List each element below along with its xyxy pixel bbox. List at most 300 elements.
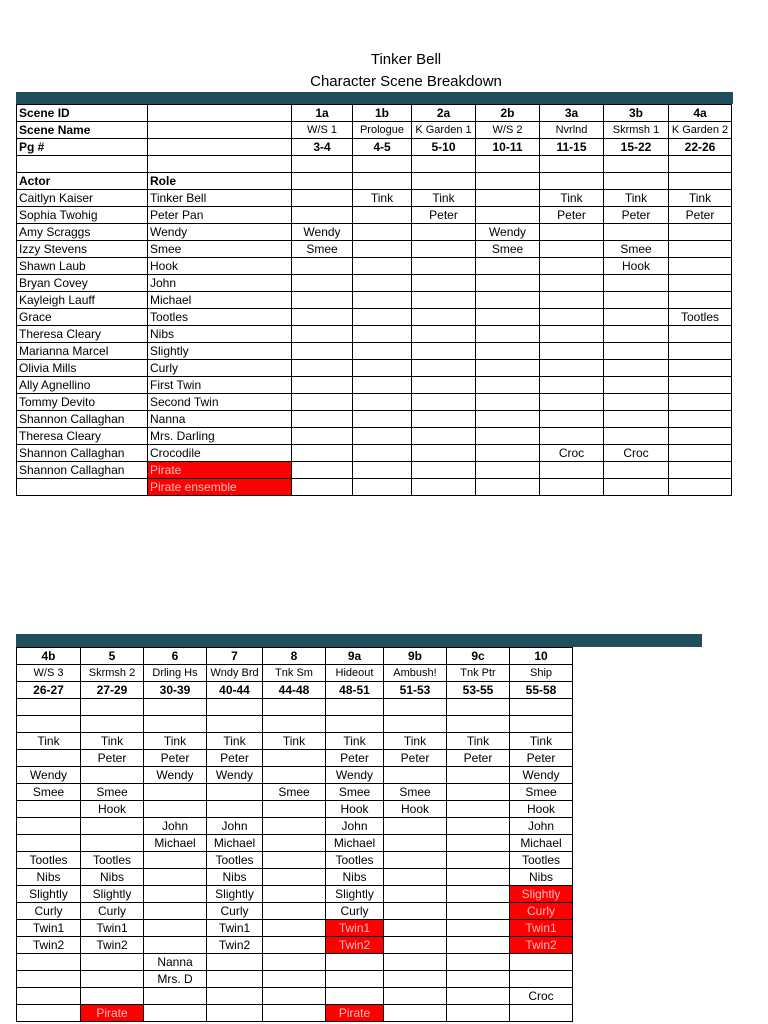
scene-role-cell: [81, 954, 144, 971]
scene-role-cell: [669, 224, 732, 241]
page-range-cell: 30-39: [144, 682, 207, 699]
blank-cell: [144, 716, 207, 733]
scene-role-cell: [412, 258, 476, 275]
scene-role-cell: [476, 411, 540, 428]
scene-role-cell: [412, 326, 476, 343]
scene-role-cell: [540, 241, 604, 258]
actor-name-cell: Shannon Callaghan: [17, 445, 148, 462]
scene-role-cell: Pirate: [326, 1005, 384, 1022]
blank-cell: [81, 699, 144, 716]
role-name-cell: First Twin: [148, 377, 292, 394]
scene-cast-row: [17, 733, 573, 750]
scene-role-cell: Smee: [510, 784, 573, 801]
scene-role-cell: [412, 241, 476, 258]
page-range-cell: 5-10: [412, 139, 476, 156]
scene-role-cell: [292, 411, 353, 428]
actor-name-cell: Shawn Laub: [17, 258, 148, 275]
scene-role-cell: [412, 309, 476, 326]
scene-cast-row: [17, 971, 573, 988]
scene-role-cell: Wendy: [17, 767, 81, 784]
scene-role-cell: Hook: [326, 801, 384, 818]
scene-role-cell: Twin1: [326, 920, 384, 937]
scene-role-cell: [207, 1005, 263, 1022]
scene-role-cell: [17, 801, 81, 818]
cast-row: [17, 190, 732, 207]
scene-role-cell: Tootles: [669, 309, 732, 326]
scene-role-cell: [604, 224, 669, 241]
blank-cell: [384, 716, 447, 733]
scene-role-cell: [353, 241, 412, 258]
scene-role-cell: [604, 377, 669, 394]
scene-cast-row: [17, 954, 573, 971]
scene-role-cell: Nibs: [326, 869, 384, 886]
scene-role-cell: [447, 852, 510, 869]
scene-role-cell: [292, 394, 353, 411]
scene-role-cell: [669, 377, 732, 394]
actor-name-cell: [17, 479, 148, 496]
scene-role-cell: Twin2: [17, 937, 81, 954]
scene-role-cell: Croc: [540, 445, 604, 462]
scene-cast-row: [17, 818, 573, 835]
scene-role-cell: [540, 326, 604, 343]
blank-cell: [669, 156, 732, 173]
actor-name-cell: Amy Scraggs: [17, 224, 148, 241]
scene-role-cell: [17, 818, 81, 835]
page-range-cell: 40-44: [207, 682, 263, 699]
blank-cell: [447, 716, 510, 733]
scene-role-cell: Croc: [604, 445, 669, 462]
scene-role-cell: Smee: [17, 784, 81, 801]
scene-role-cell: [476, 258, 540, 275]
scene-role-cell: [604, 394, 669, 411]
scene-role-cell: [263, 920, 326, 937]
blank-cell: [353, 156, 412, 173]
scene-role-cell: [353, 394, 412, 411]
scene-role-cell: Peter: [412, 207, 476, 224]
scene-name-cell: Ship: [510, 665, 573, 682]
scene-role-cell: [604, 275, 669, 292]
cast-row: [17, 445, 732, 462]
scene-role-cell: [540, 258, 604, 275]
scene-role-cell: Tink: [510, 733, 573, 750]
blank-cell: [207, 699, 263, 716]
actor-name-cell: Theresa Cleary: [17, 428, 148, 445]
header-bar-bottom: [16, 634, 702, 647]
scene-role-cell: [510, 954, 573, 971]
scene-role-cell: Tink: [353, 190, 412, 207]
cast-row: [17, 377, 732, 394]
scene-role-cell: Twin2: [81, 937, 144, 954]
scene-role-cell: [207, 988, 263, 1005]
scene-role-cell: [412, 428, 476, 445]
scene-id-cell: 4a: [669, 105, 732, 122]
scene-role-cell: Hook: [510, 801, 573, 818]
cast-row: [17, 309, 732, 326]
blank-cell: [326, 716, 384, 733]
role-name-cell: Nibs: [148, 326, 292, 343]
blank-cell: [326, 699, 384, 716]
scene-role-cell: Peter: [447, 750, 510, 767]
scene-role-cell: Slightly: [207, 886, 263, 903]
actor-name-cell: Marianna Marcel: [17, 343, 148, 360]
blank-cell: [412, 173, 476, 190]
scene-id-cell: 7: [207, 648, 263, 665]
scene-id-cell: 6: [144, 648, 207, 665]
scene-role-cell: Smee: [263, 784, 326, 801]
blank-cell: [81, 716, 144, 733]
spacer-row: [17, 716, 573, 733]
actor-name-cell: Grace: [17, 309, 148, 326]
scene-role-cell: [447, 903, 510, 920]
actor-name-cell: Caitlyn Kaiser: [17, 190, 148, 207]
scene-role-cell: Smee: [384, 784, 447, 801]
scene-role-cell: Hook: [81, 801, 144, 818]
scene-role-cell: [263, 971, 326, 988]
scene-id-cell: 9b: [384, 648, 447, 665]
scene-role-cell: [476, 462, 540, 479]
scene-role-cell: Twin2: [207, 937, 263, 954]
scene-role-cell: Twin1: [207, 920, 263, 937]
scene-role-cell: [292, 309, 353, 326]
actor-name-cell: Shannon Callaghan: [17, 462, 148, 479]
scene-role-cell: Tootles: [207, 852, 263, 869]
scene-name-cell: W/S 1: [292, 122, 353, 139]
scene-role-cell: [604, 428, 669, 445]
scene-role-cell: [384, 818, 447, 835]
scene-id-cell: 4b: [17, 648, 81, 665]
scene-role-cell: Wendy: [292, 224, 353, 241]
scene-role-cell: [604, 360, 669, 377]
scene-role-cell: Wendy: [144, 767, 207, 784]
scene-role-cell: [510, 1005, 573, 1022]
scene-role-cell: Tink: [604, 190, 669, 207]
scene-role-cell: [412, 411, 476, 428]
scene-role-cell: Smee: [81, 784, 144, 801]
scene-role-cell: [144, 852, 207, 869]
scene-role-cell: [384, 954, 447, 971]
scene-role-cell: [292, 326, 353, 343]
scene-role-cell: John: [326, 818, 384, 835]
scene-role-cell: [476, 377, 540, 394]
scene-name-cell: W/S 3: [17, 665, 81, 682]
actor-name-cell: Ally Agnellino: [17, 377, 148, 394]
blank-cell: [292, 156, 353, 173]
scene-role-cell: [540, 428, 604, 445]
scene-role-cell: Curly: [510, 903, 573, 920]
scene-role-cell: Tink: [326, 733, 384, 750]
scene-role-cell: Curly: [207, 903, 263, 920]
scene-role-cell: Tootles: [81, 852, 144, 869]
actor-header: Actor: [17, 173, 148, 190]
page-range-cell: 4-5: [353, 139, 412, 156]
role-name-cell: Tootles: [148, 309, 292, 326]
scene-role-cell: [384, 920, 447, 937]
cast-row: [17, 326, 732, 343]
scene-role-cell: Peter: [384, 750, 447, 767]
page-range-cell: 51-53: [384, 682, 447, 699]
page-range-cell: 27-29: [81, 682, 144, 699]
scene-role-cell: [476, 207, 540, 224]
scene-cast-row: [17, 886, 573, 903]
scene-role-cell: [669, 411, 732, 428]
blank-cell: [148, 105, 292, 122]
scene-role-cell: Michael: [144, 835, 207, 852]
scene-role-cell: Peter: [144, 750, 207, 767]
scene-role-cell: [540, 377, 604, 394]
scene-role-cell: [412, 343, 476, 360]
scene-role-cell: Slightly: [510, 886, 573, 903]
scene-role-cell: [353, 224, 412, 241]
scene-role-cell: [207, 971, 263, 988]
scene-id-cell: 1b: [353, 105, 412, 122]
blank-cell: [263, 699, 326, 716]
spacer-row: [17, 699, 573, 716]
scene-role-cell: [540, 462, 604, 479]
scene-name-cell: K Garden 1: [412, 122, 476, 139]
actor-name-cell: Theresa Cleary: [17, 326, 148, 343]
scene-role-cell: [17, 835, 81, 852]
scene-role-cell: [292, 428, 353, 445]
scene-cast-row: [17, 988, 573, 1005]
scene-role-cell: [263, 818, 326, 835]
scene-role-cell: [326, 954, 384, 971]
role-name-cell: Smee: [148, 241, 292, 258]
scene-role-cell: Tink: [17, 733, 81, 750]
scene-id-cell: 9c: [447, 648, 510, 665]
scene-role-cell: [476, 190, 540, 207]
scene-role-cell: [263, 869, 326, 886]
cast-row: [17, 428, 732, 445]
scene-role-cell: Slightly: [17, 886, 81, 903]
blank-cell: [510, 699, 573, 716]
page-range-cell: 22-26: [669, 139, 732, 156]
scene-role-cell: Wendy: [207, 767, 263, 784]
scene-role-cell: [540, 394, 604, 411]
scene-role-cell: [207, 954, 263, 971]
scene-role-cell: Slightly: [81, 886, 144, 903]
scene-role-cell: Tootles: [17, 852, 81, 869]
document-title: Tinker Bell: [370, 51, 442, 68]
scene-name-cell: Ambush!: [384, 665, 447, 682]
scene-role-cell: [412, 445, 476, 462]
scene-role-cell: [326, 988, 384, 1005]
page-range-cell: 10-11: [476, 139, 540, 156]
scene-role-cell: Pirate: [81, 1005, 144, 1022]
scene-role-cell: [263, 886, 326, 903]
blank-cell: [17, 156, 148, 173]
scene-role-cell: [447, 937, 510, 954]
role-name-cell: Tinker Bell: [148, 190, 292, 207]
scene-role-cell: [604, 462, 669, 479]
scene-role-cell: [384, 835, 447, 852]
scene-role-cell: [412, 394, 476, 411]
blank-cell: [669, 173, 732, 190]
scene-role-cell: [292, 275, 353, 292]
cast-row: [17, 479, 732, 496]
scene-role-cell: Wendy: [476, 224, 540, 241]
document-subtitle: Character Scene Breakdown: [310, 73, 502, 90]
scene-role-cell: [447, 801, 510, 818]
blank-cell: [144, 699, 207, 716]
scene-role-cell: [81, 971, 144, 988]
scene-role-cell: [669, 292, 732, 309]
scene-name-cell: Tnk Sm: [263, 665, 326, 682]
scene-name-cell: Wndy Brd: [207, 665, 263, 682]
scene-role-cell: [540, 224, 604, 241]
scene-role-cell: Peter: [669, 207, 732, 224]
scene-role-cell: [604, 292, 669, 309]
scene-role-cell: [476, 394, 540, 411]
scene-id-row: [17, 105, 732, 122]
scene-role-cell: Nibs: [17, 869, 81, 886]
scene-role-cell: [353, 258, 412, 275]
scene-role-cell: [447, 818, 510, 835]
blank-cell: [476, 173, 540, 190]
scene-role-cell: Peter: [81, 750, 144, 767]
scene-role-cell: [353, 360, 412, 377]
scene-role-cell: [292, 445, 353, 462]
role-name-cell: Crocodile: [148, 445, 292, 462]
scene-role-cell: Hook: [604, 258, 669, 275]
scene-breakdown-table-top: [16, 104, 732, 496]
scene-role-cell: Smee: [604, 241, 669, 258]
scene-role-cell: [353, 326, 412, 343]
scene-role-cell: [540, 275, 604, 292]
scene-role-cell: [476, 326, 540, 343]
scene-role-cell: [81, 835, 144, 852]
scene-role-cell: [669, 479, 732, 496]
scene-role-cell: [292, 292, 353, 309]
scene-role-cell: [292, 190, 353, 207]
scene-role-cell: [144, 903, 207, 920]
cast-row: [17, 292, 732, 309]
scene-role-cell: [384, 869, 447, 886]
scene-role-cell: [447, 869, 510, 886]
scene-name-cell: Nvrlnd: [540, 122, 604, 139]
scene-role-cell: [353, 462, 412, 479]
cast-row: [17, 275, 732, 292]
blank-cell: [412, 156, 476, 173]
cast-row: [17, 411, 732, 428]
scene-role-cell: Tink: [263, 733, 326, 750]
scene-role-cell: Tink: [384, 733, 447, 750]
scene-role-cell: [384, 971, 447, 988]
scene-role-cell: [292, 377, 353, 394]
scene-role-cell: Tink: [81, 733, 144, 750]
scene-role-cell: [353, 343, 412, 360]
scene-role-cell: [669, 360, 732, 377]
scene-role-cell: [604, 343, 669, 360]
scene-role-cell: [447, 767, 510, 784]
scene-role-cell: [447, 784, 510, 801]
actor-name-cell: Izzy Stevens: [17, 241, 148, 258]
scene-id-label: Scene ID: [17, 105, 148, 122]
scene-role-cell: [292, 462, 353, 479]
scene-role-cell: [447, 1005, 510, 1022]
blank-cell: [148, 156, 292, 173]
blank-cell: [353, 173, 412, 190]
scene-role-cell: [447, 971, 510, 988]
scene-name-cell: Hideout: [326, 665, 384, 682]
scene-role-cell: [476, 479, 540, 496]
scene-role-cell: [604, 326, 669, 343]
scene-role-cell: Michael: [326, 835, 384, 852]
scene-name-cell: W/S 2: [476, 122, 540, 139]
blank-cell: [540, 156, 604, 173]
scene-role-cell: Tootles: [510, 852, 573, 869]
scene-role-cell: [447, 835, 510, 852]
scene-role-cell: [263, 801, 326, 818]
scene-role-cell: [263, 1005, 326, 1022]
scene-role-cell: [81, 767, 144, 784]
scene-role-cell: [447, 988, 510, 1005]
scene-cast-row: [17, 852, 573, 869]
page-range-cell: 11-15: [540, 139, 604, 156]
scene-cast-row: [17, 750, 573, 767]
scene-role-cell: [263, 750, 326, 767]
blank-cell: [292, 173, 353, 190]
scene-role-cell: [669, 394, 732, 411]
scene-role-cell: [17, 1005, 81, 1022]
scene-role-cell: [384, 886, 447, 903]
scene-role-cell: Twin2: [326, 937, 384, 954]
page-row: [17, 682, 573, 699]
scene-role-cell: [144, 988, 207, 1005]
blank-cell: [148, 139, 292, 156]
scene-role-cell: Smee: [476, 241, 540, 258]
role-name-cell: Second Twin: [148, 394, 292, 411]
scene-role-cell: [476, 309, 540, 326]
scene-name-cell: Drling Hs: [144, 665, 207, 682]
scene-role-cell: [17, 750, 81, 767]
scene-role-cell: [207, 784, 263, 801]
scene-role-cell: [476, 275, 540, 292]
blank-cell: [17, 716, 81, 733]
scene-role-cell: [263, 767, 326, 784]
role-name-cell: Hook: [148, 258, 292, 275]
scene-id-cell: 9a: [326, 648, 384, 665]
blank-cell: [148, 122, 292, 139]
page-label: Pg #: [17, 139, 148, 156]
page-row: [17, 139, 732, 156]
scene-role-cell: Nibs: [81, 869, 144, 886]
scene-role-cell: Tink: [669, 190, 732, 207]
scene-role-cell: [412, 479, 476, 496]
scene-role-cell: Smee: [292, 241, 353, 258]
scene-role-cell: [412, 360, 476, 377]
role-name-cell: Wendy: [148, 224, 292, 241]
scene-role-cell: [144, 801, 207, 818]
role-name-cell: Peter Pan: [148, 207, 292, 224]
scene-role-cell: [669, 343, 732, 360]
page-range-cell: 53-55: [447, 682, 510, 699]
scene-role-cell: [292, 258, 353, 275]
scene-role-cell: [669, 326, 732, 343]
role-name-cell: Mrs. Darling: [148, 428, 292, 445]
blank-cell: [540, 173, 604, 190]
scene-role-cell: [263, 852, 326, 869]
header-bar-top: [16, 92, 733, 104]
role-name-cell: Michael: [148, 292, 292, 309]
scene-role-cell: [353, 207, 412, 224]
scene-role-cell: [144, 1005, 207, 1022]
scene-role-cell: Nanna: [144, 954, 207, 971]
role-name-cell: John: [148, 275, 292, 292]
scene-role-cell: [540, 343, 604, 360]
scene-role-cell: [292, 360, 353, 377]
blank-cell: [207, 716, 263, 733]
scene-role-cell: [81, 818, 144, 835]
